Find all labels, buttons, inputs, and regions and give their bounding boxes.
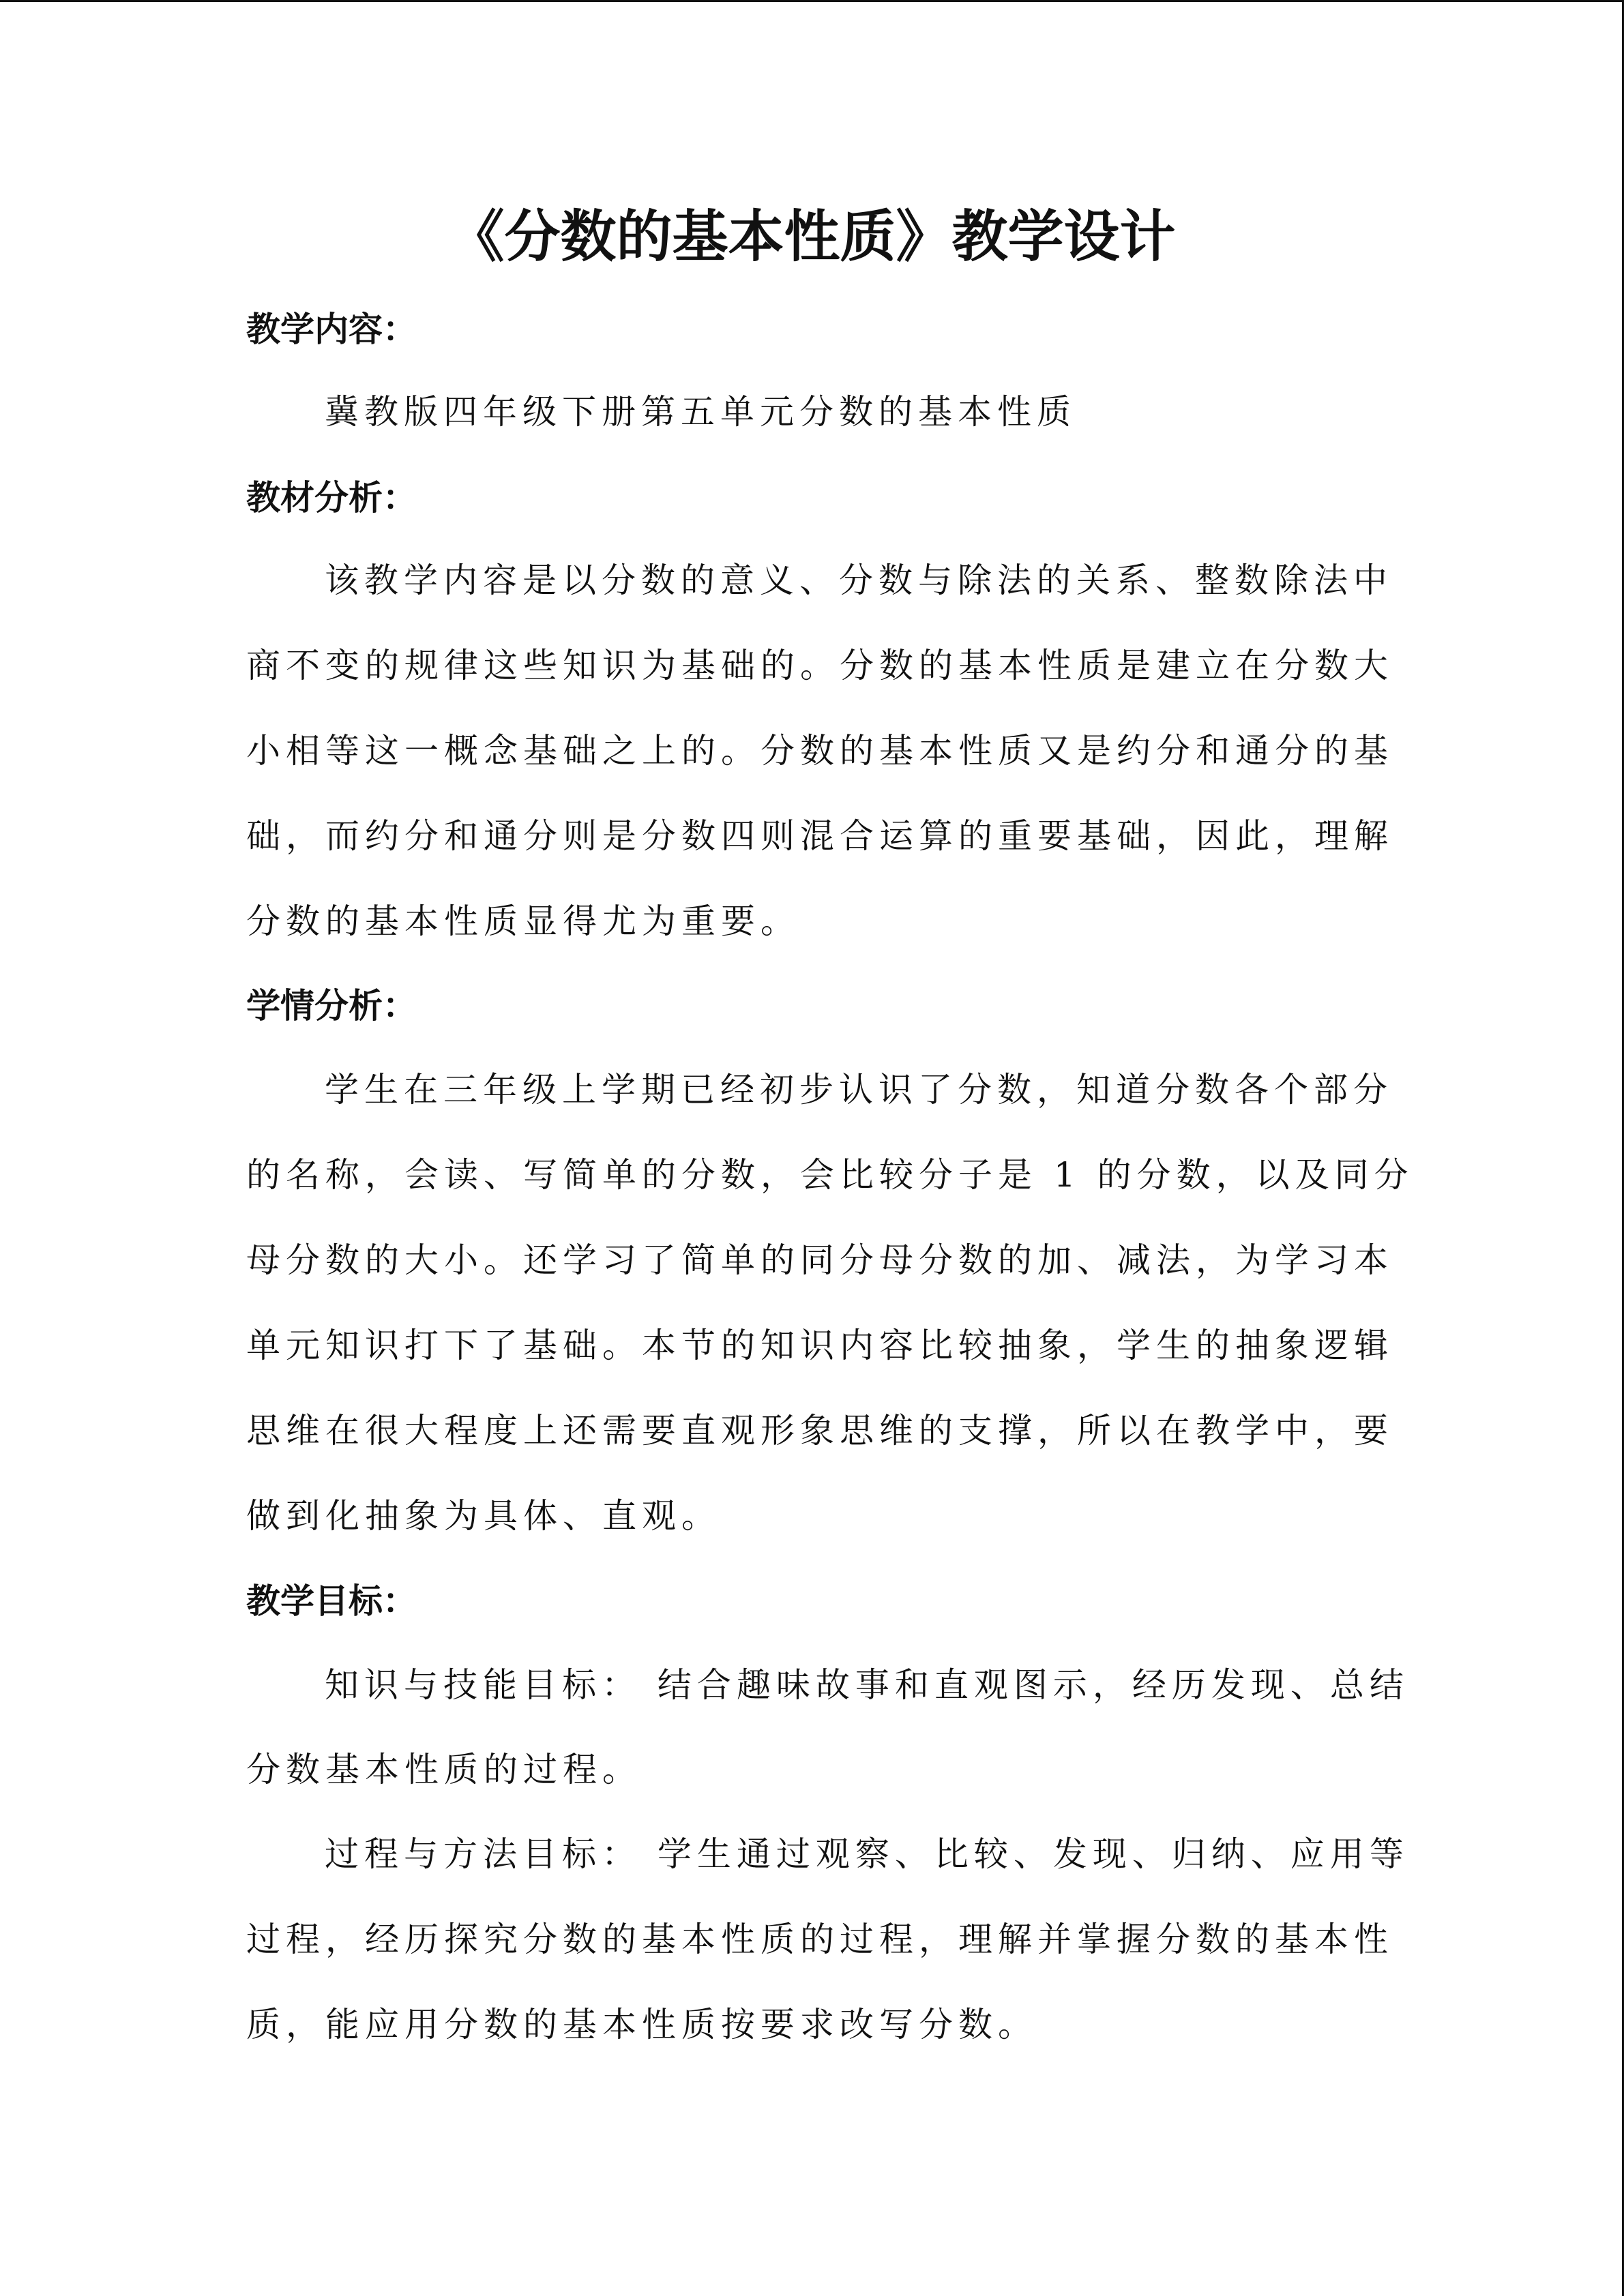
section-heading-content: 教学内容：	[246, 310, 417, 349]
textbook-line-2: 商不变的规律这些知识为基础的。分数的基本性质是建立在分数大	[246, 646, 1393, 685]
students-line-5: 思维在很大程度上还需要直观形象思维的支撑，所以在教学中，要	[246, 1411, 1393, 1450]
section-heading-students: 学情分析：	[246, 986, 417, 1026]
goals-process-line-1: 过程与方法目标： 学生通过观察、比较、发现、归纳、应用等	[325, 1834, 1409, 1874]
students-line-3: 母分数的大小。还学习了简单的同分母分数的加、减法，为学习本	[246, 1240, 1393, 1280]
textbook-line-5: 分数的基本性质显得尤为重要。	[246, 901, 800, 941]
goals-knowledge-line-2: 分数基本性质的过程。	[246, 1750, 642, 1789]
section-heading-textbook: 教材分析：	[246, 478, 417, 518]
students-line-4: 单元知识打下了基础。本节的知识内容比较抽象，学生的抽象逻辑	[246, 1326, 1393, 1365]
goals-process-line-3: 质，能应用分数的基本性质按要求改写分数。	[246, 2005, 1037, 2044]
textbook-line-4: 础，而约分和通分则是分数四则混合运算的重要基础，因此，理解	[246, 816, 1393, 856]
students-line-1: 学生在三年级上学期已经初步认识了分数，知道分数各个部分	[325, 1070, 1393, 1109]
content-line-1: 冀教版四年级下册第五单元分数的基本性质	[325, 392, 1076, 432]
students-line-2: 的名称，会读、写简单的分数，会比较分子是 1 的分数，以及同分	[246, 1155, 1414, 1195]
section-heading-goals: 教学目标：	[246, 1581, 417, 1621]
students-line-6: 做到化抽象为具体、直观。	[246, 1496, 721, 1536]
goals-process-line-2: 过程，经历探究分数的基本性质的过程，理解并掌握分数的基本性	[246, 1920, 1393, 1959]
textbook-line-3: 小相等这一概念基础之上的。分数的基本性质又是约分和通分的基	[246, 731, 1393, 771]
document-title: 《分数的基本性质》教学设计	[448, 205, 1176, 269]
textbook-line-1: 该教学内容是以分数的意义、分数与除法的关系、整数除法中	[325, 561, 1393, 600]
goals-knowledge-line-1: 知识与技能目标： 结合趣味故事和直观图示，经历发现、总结	[325, 1665, 1409, 1705]
